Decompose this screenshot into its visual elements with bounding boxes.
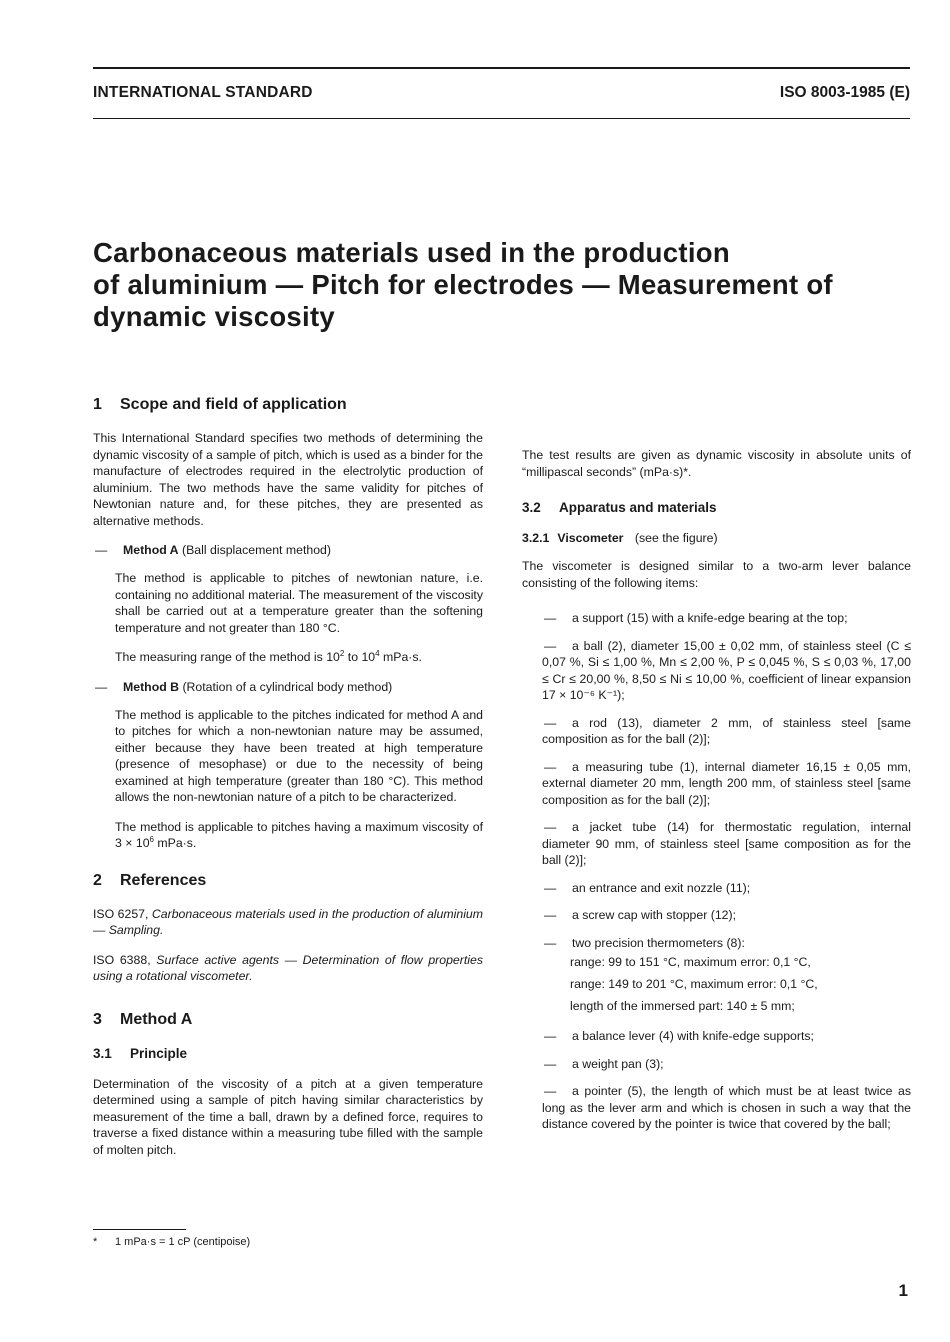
dash-bullet: — bbox=[95, 543, 108, 557]
reference-2-title: Surface active agents — Determination of flow properties using a rotational viscometer. bbox=[93, 952, 483, 983]
reference-1-title: Carbonaceous materials used in the production of aluminium — Sampling. bbox=[93, 906, 484, 937]
viscometer-item-list bbox=[542, 610, 911, 1133]
section-3-heading bbox=[93, 1010, 483, 1030]
item-text: a support (15) with a knife-edge bearing at the top; bbox=[572, 611, 848, 625]
right-column bbox=[522, 399, 911, 1144]
range-exponent-2: 4 bbox=[375, 648, 380, 658]
method-b-desc: (Rotation of a cylindrical body method) bbox=[182, 679, 393, 694]
item-text: a measuring tube (1), internal diameter 16,15 ± 0,05 mm, external diameter 20 mm, length 200 mm, of stainless steel [same composition as for the ball (2)]; bbox=[542, 759, 911, 807]
section-1-heading bbox=[93, 395, 483, 415]
method-a-range bbox=[115, 649, 483, 666]
reference-1-code: ISO 6257, bbox=[93, 906, 149, 921]
footnote-text: 1 mPa·s = 1 cP (centipoise) bbox=[115, 1236, 251, 1248]
list-item bbox=[542, 819, 911, 869]
left-column bbox=[93, 395, 483, 1171]
section-3-2-1-note: (see the figure) bbox=[634, 531, 718, 545]
section-3-2-1-title: Viscometer bbox=[557, 531, 624, 545]
method-b-paragraph: The method is applicable to the pitches indicated for method A and to pitches for which a non-newtonian nature may be assumed, either because they have been treated at high temperature (presence of mesophase) or due to the necessity of being examined at high temperature (greater than 180 °C). This method allows the non-newtonian nature of a pitch to be characterized. bbox=[115, 707, 483, 804]
dash-bullet: — bbox=[544, 759, 557, 774]
list-item bbox=[542, 759, 911, 809]
list-item bbox=[542, 907, 911, 924]
footnote bbox=[93, 1236, 250, 1248]
max-text-b: mPa·s. bbox=[153, 836, 197, 850]
section-3-title: Method A bbox=[120, 1010, 193, 1028]
dash-bullet: — bbox=[544, 611, 557, 625]
section-3-2-title: Apparatus and materials bbox=[559, 500, 717, 515]
dash-bullet: — bbox=[544, 935, 557, 950]
method-a-paragraph: The method is applicable to pitches of newtonian nature, i.e. containing no additional material. The measurement of the viscosity shall be carried out at a temperature greater than the softening temperature and not greater than 180 °C. bbox=[115, 571, 483, 635]
principle-results: The test results are given as dynamic viscosity in absolute units of “millipascal seconds” (mPa·s)*. bbox=[522, 448, 911, 479]
list-item bbox=[542, 715, 911, 748]
header-bottom-rule bbox=[93, 118, 910, 119]
dash-bullet: — bbox=[95, 679, 108, 694]
method-a-desc: (Ball displacement method) bbox=[181, 543, 331, 557]
method-b-label: Method B bbox=[123, 679, 180, 694]
range-text-c: mPa·s. bbox=[379, 650, 422, 664]
section-1-title: Scope and field of application bbox=[120, 396, 347, 413]
viscometer-intro: The viscometer is designed similar to a two-arm lever balance consisting of the following items: bbox=[522, 559, 911, 590]
reference-2-code: ISO 6388, bbox=[93, 952, 151, 967]
list-item bbox=[542, 935, 911, 1018]
header-top-rule bbox=[93, 67, 910, 69]
dash-bullet: — bbox=[544, 820, 557, 834]
section-3-2-number: 3.2 bbox=[522, 500, 541, 515]
item-text: a jacket tube (14) for thermostatic regulation, internal diameter 90 mm, of stainless steel [same composition as for the ball (2)]; bbox=[542, 820, 911, 867]
dash-bullet: — bbox=[544, 1084, 557, 1098]
item-text: a screw cap with stopper (12); bbox=[572, 908, 737, 922]
dash-bullet: — bbox=[544, 1056, 557, 1071]
item-text: a pointer (5), the length of which must be at least twice as long as the lever arm and which is chosen in such a way that the distance covered by the pointer is twice that covered by the ball; bbox=[542, 1084, 911, 1131]
footnote-mark: * bbox=[93, 1236, 98, 1248]
section-2-heading bbox=[93, 871, 483, 891]
section-3-1-number: 3.1 bbox=[93, 1045, 112, 1061]
title-line-2: of aluminium — Pitch for electrodes — Measurement of bbox=[93, 269, 833, 300]
item-text: a ball (2), diameter 15,00 ± 0,02 mm, of stainless steel (C ≤ 0,07 %, Si ≤ 1,00 %, Mn ≤ 2,00 %, P ≤ 0,045 %, S ≤ 0,03 %, 17,00 ≤ Cr ≤ 20,00 %, 8,50 ≤ Ni ≤ 10,00 %, coefficient of linear expansion 17 × 10⁻⁶ K⁻¹); bbox=[542, 638, 911, 702]
document-title bbox=[93, 237, 910, 333]
dash-bullet: — bbox=[544, 638, 557, 653]
item-text: a balance lever (4) with knife-edge supports; bbox=[572, 1029, 814, 1043]
footnote-rule bbox=[93, 1229, 186, 1230]
section-2-title: References bbox=[120, 871, 207, 889]
thermometer-immersed-length: length of the immersed part: 140 ± 5 mm; bbox=[570, 999, 795, 1013]
section-3-2-heading bbox=[522, 499, 911, 517]
method-b-heading bbox=[93, 679, 483, 695]
range-exponent-1: 2 bbox=[339, 648, 345, 658]
section-3-2-1-heading bbox=[522, 530, 911, 546]
dash-bullet: — bbox=[544, 880, 557, 895]
item-text: an entrance and exit nozzle (11); bbox=[572, 880, 751, 895]
list-item bbox=[542, 638, 911, 704]
scope-intro: This International Standard specifies two methods of determining the dynamic viscosity of a sample of pitch, which is used as a binder for the manufacture of electrodes required in the electrolytic production of aluminium. The two methods have the same validity for pitches of Newtonian nature and, for these pitches, they are presented as alternative methods. bbox=[93, 431, 483, 528]
section-3-1-title: Principle bbox=[130, 1045, 188, 1061]
method-b-max-viscosity bbox=[115, 819, 483, 852]
list-item bbox=[542, 880, 911, 897]
reference-2 bbox=[93, 952, 483, 985]
method-a-label: Method A bbox=[123, 543, 179, 557]
reference-1 bbox=[93, 906, 483, 939]
thermometer-range-2: range: 149 to 201 °C, maximum error: 0,1 °C, bbox=[570, 977, 818, 991]
list-item bbox=[542, 1056, 911, 1073]
section-3-number: 3 bbox=[93, 1010, 102, 1028]
header-standard-type: INTERNATIONAL STANDARD bbox=[93, 84, 313, 101]
title-line-3: dynamic viscosity bbox=[93, 301, 336, 332]
section-2-number: 2 bbox=[93, 871, 102, 889]
principle-paragraph: Determination of the viscosity of a pitch at a given temperature determined using a sample of pitch having similar characteristics by measurement of the time a ball, drawn by a defined force, requires to traverse a fixed distance within a measuring tube filled with the sample of molten pitch. bbox=[93, 1076, 483, 1157]
thermometer-range-1: range: 99 to 151 °C, maximum error: 0,1 °C, bbox=[570, 955, 811, 969]
section-3-1-heading bbox=[93, 1045, 483, 1063]
item-text: a rod (13), diameter 2 mm, of stainless steel [same composition as for the ball (2)]; bbox=[542, 715, 911, 746]
method-a-heading bbox=[93, 542, 483, 558]
dash-bullet: — bbox=[544, 908, 557, 922]
item-text: two precision thermometers (8): bbox=[572, 935, 745, 950]
section-1-number: 1 bbox=[93, 396, 102, 413]
max-text-a: The method is applicable to pitches having a maximum viscosity of 3 × 10 bbox=[115, 819, 483, 850]
max-exponent: 6 bbox=[149, 834, 154, 844]
dash-bullet: — bbox=[544, 1029, 557, 1043]
title-line-1: Carbonaceous materials used in the production bbox=[93, 237, 730, 268]
item-text: a weight pan (3); bbox=[572, 1056, 664, 1071]
list-item bbox=[542, 1028, 911, 1045]
list-item bbox=[542, 1083, 911, 1133]
list-item bbox=[542, 610, 911, 627]
dash-bullet: — bbox=[544, 715, 557, 730]
page-number: 1 bbox=[898, 1281, 908, 1300]
range-text-a: The measuring range of the method is 10 bbox=[115, 650, 340, 664]
section-3-2-1-number: 3.2.1 bbox=[522, 531, 550, 545]
header-standard-number: ISO 8003-1985 (E) bbox=[779, 84, 910, 101]
range-text-b: to 10 bbox=[344, 650, 376, 664]
